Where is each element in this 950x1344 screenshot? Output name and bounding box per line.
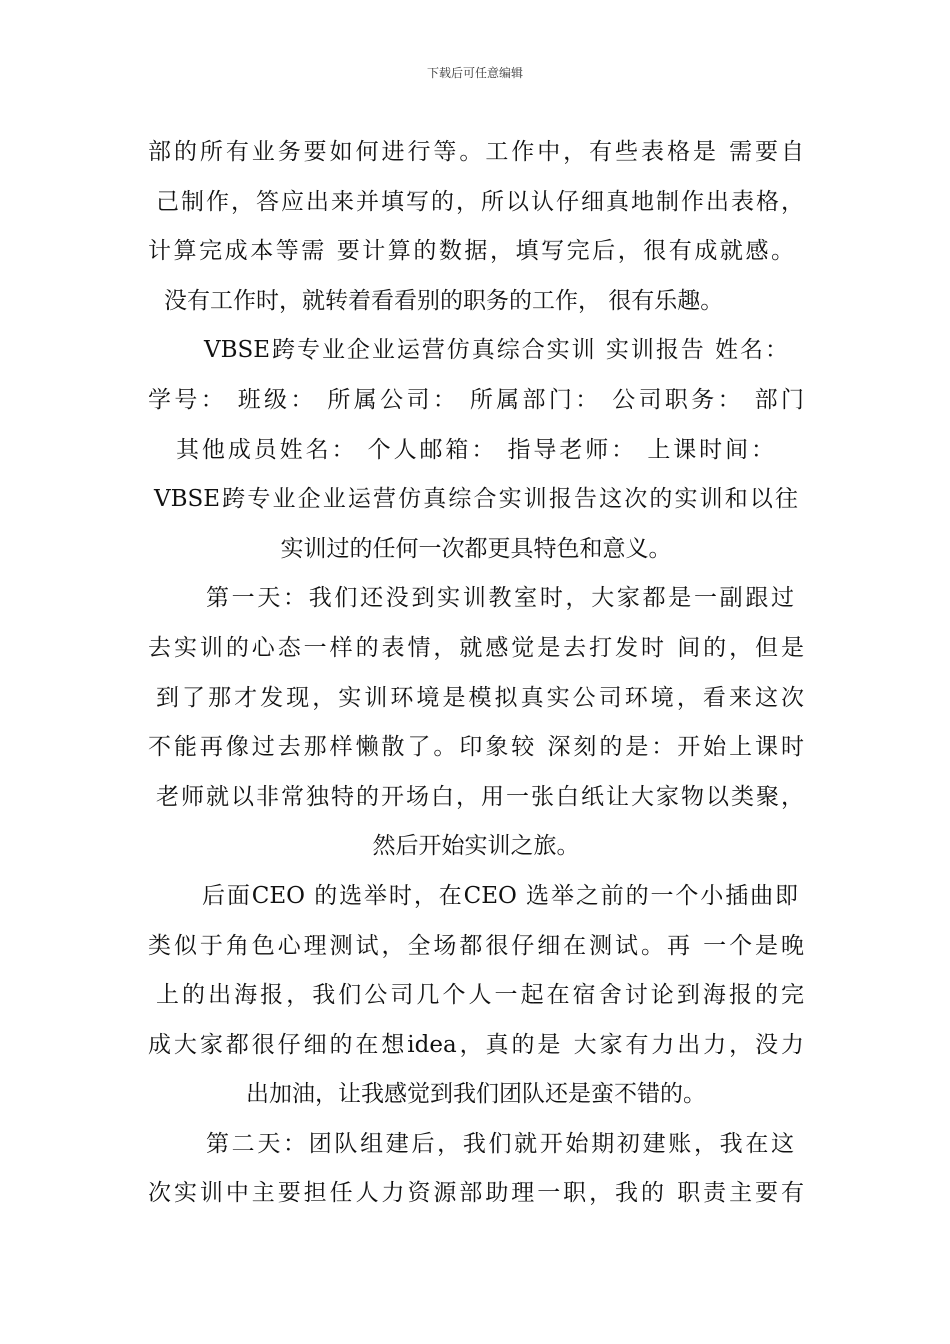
- text-line: 然后开始实训之旅。: [372, 833, 580, 860]
- text-line: 成大家都很仔细的在想idea，真的是 大家有力出力，没力: [148, 1031, 804, 1058]
- text-line: 去实训的心态一样的表情，就感觉是去打发时 间的，但是: [148, 634, 804, 661]
- text-line: 其他成员姓名： 个人邮箱： 指导老师： 上课时间：: [176, 436, 774, 463]
- text-line: 后面CEO 的选举时，在CEO 选举之前的一个小插曲即: [202, 882, 798, 909]
- text-line: 没有工作时，就转着看看别的职务的工作， 很有乐趣。: [164, 287, 724, 314]
- text-line: 类似于角色心理测试，全场都很仔细在测试。再 一个是晚: [148, 932, 804, 959]
- text-line: 上的出海报，我们公司几个人一起在宿舍讨论到海报的完: [156, 982, 804, 1009]
- text-line: 老师就以非常独特的开场白，用一张白纸让大家物以类聚，: [156, 783, 804, 810]
- text-line: 次实训中主要担任人力资源部助理一职，我的 职责主要有: [148, 1180, 804, 1207]
- page-header: 下载后可任意编辑: [426, 66, 523, 80]
- text-line: 出加油，让我感觉到我们团队还是蛮不错的。: [246, 1081, 706, 1108]
- text-line: 不能再像过去那样懒散了。印象较 深刻的是：开始上课时: [148, 734, 804, 761]
- text-line: 到了那才发现，实训环境是模拟真实公司环境，看来这次: [156, 684, 804, 711]
- text-line: 第二天：团队组建后，我们就开始期初建账，我在这: [206, 1130, 794, 1157]
- text-line: 实训过的任何一次都更具特色和意义。: [280, 535, 672, 562]
- text-line: VBSE跨专业企业运营仿真综合实训报告这次的实训和以往: [154, 486, 798, 513]
- text-line: VBSE跨专业企业运营仿真综合实训 实训报告 姓名：: [204, 337, 788, 364]
- text-line: 学号： 班级： 所属公司： 所属部门： 公司职务： 部门: [148, 386, 804, 413]
- text-line: 计算完成本等需 要计算的数据，填写完后，很有成就感。: [148, 238, 794, 265]
- document-body: [148, 128, 804, 1219]
- text-line: 部的所有业务要如何进行等。工作中，有些表格是 需要自: [148, 139, 804, 165]
- text-line: 第一天：我们还没到实训教室时，大家都是一副跟过: [206, 585, 794, 612]
- text-line: 己制作，答应出来并填写的，所以认仔细真地制作出表格，: [156, 188, 804, 215]
